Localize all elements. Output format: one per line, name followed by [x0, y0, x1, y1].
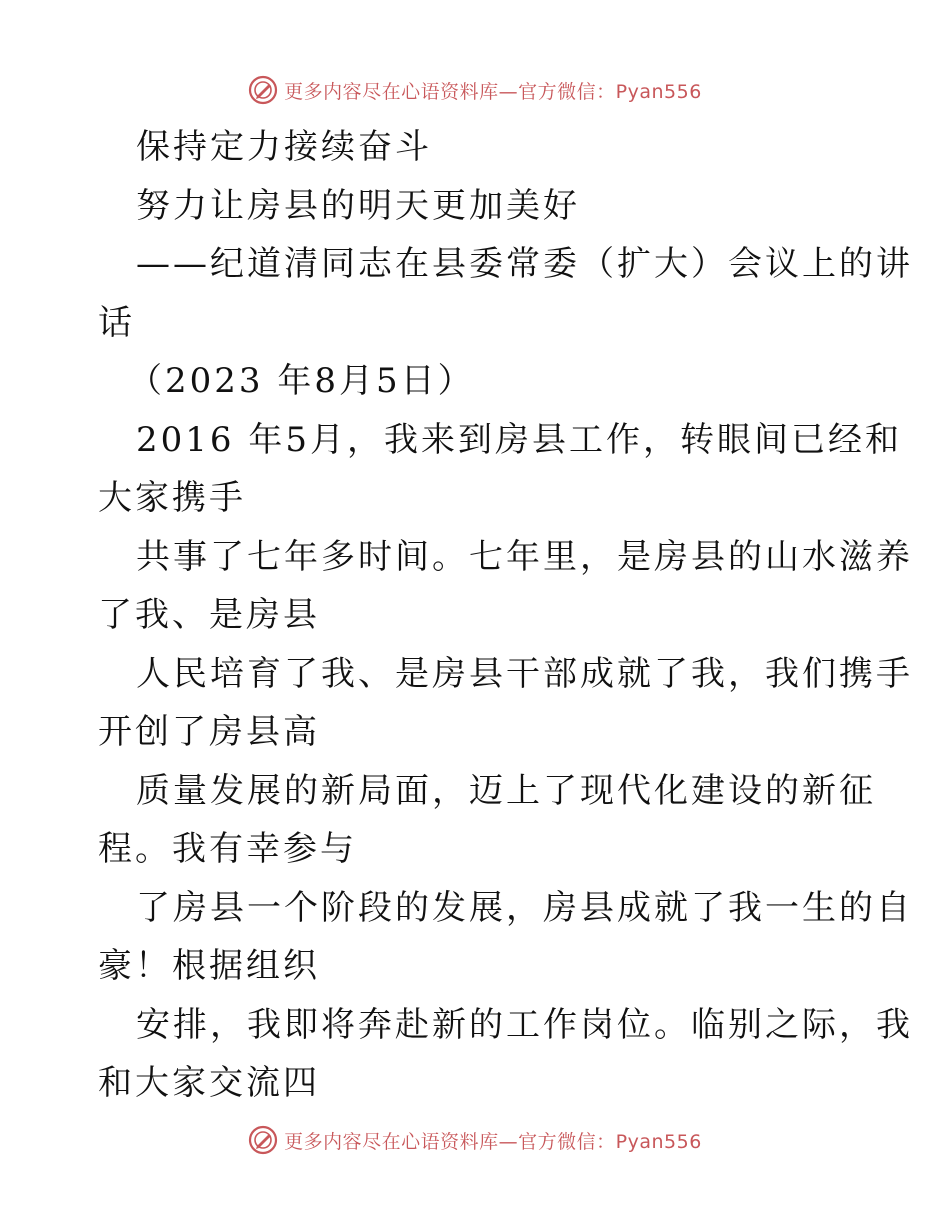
footer-watermark: [0, 1120, 950, 1160]
document-body: [98, 118, 913, 1113]
doc-subtitle-line-2: 话: [98, 302, 135, 343]
doc-text-line: 了房县一个阶段的发展，房县成就了我一生的自: [136, 887, 913, 928]
doc-text-line: 程。我有幸参与: [98, 829, 357, 869]
doc-text-line: 豪！根据组织: [98, 946, 320, 986]
doc-title-line-2: 努力让房县的明天更加美好: [136, 185, 580, 226]
doc-text-line: 共事了七年多时间。七年里，是房县的山水滋养: [136, 536, 913, 577]
header-watermark: [0, 70, 950, 110]
doc-text-line: 2016 年5月，我来到房县工作，转眼间已经和: [136, 419, 902, 460]
doc-text-line: 人民培育了我、是房县干部成就了我，我们携手: [136, 653, 913, 694]
doc-title-line-1: 保持定力接续奋斗: [136, 127, 432, 167]
doc-text-line: 和大家交流四: [98, 1063, 320, 1103]
doc-text-line: 开创了房县高: [98, 712, 320, 752]
doc-date: （2023 年8月5日）: [128, 361, 475, 401]
watermark-text: 更多内容尽在心语资料库—官方微信：Pyan556: [284, 80, 702, 103]
doc-text-line: 大家携手: [98, 478, 246, 518]
doc-text-line: 了我、是房县: [98, 595, 320, 635]
pen-logo-icon: [248, 75, 278, 105]
watermark-text: 更多内容尽在心语资料库—官方微信：Pyan556: [284, 1130, 702, 1153]
doc-text-line: 质量发展的新局面，迈上了现代化建设的新征: [136, 770, 876, 811]
pen-logo-icon: [248, 1125, 278, 1155]
doc-text-line: 安排，我即将奔赴新的工作岗位。临别之际，我: [136, 1004, 913, 1045]
doc-subtitle-line-1: ——纪道清同志在县委常委（扩大）会议上的讲: [136, 244, 913, 284]
